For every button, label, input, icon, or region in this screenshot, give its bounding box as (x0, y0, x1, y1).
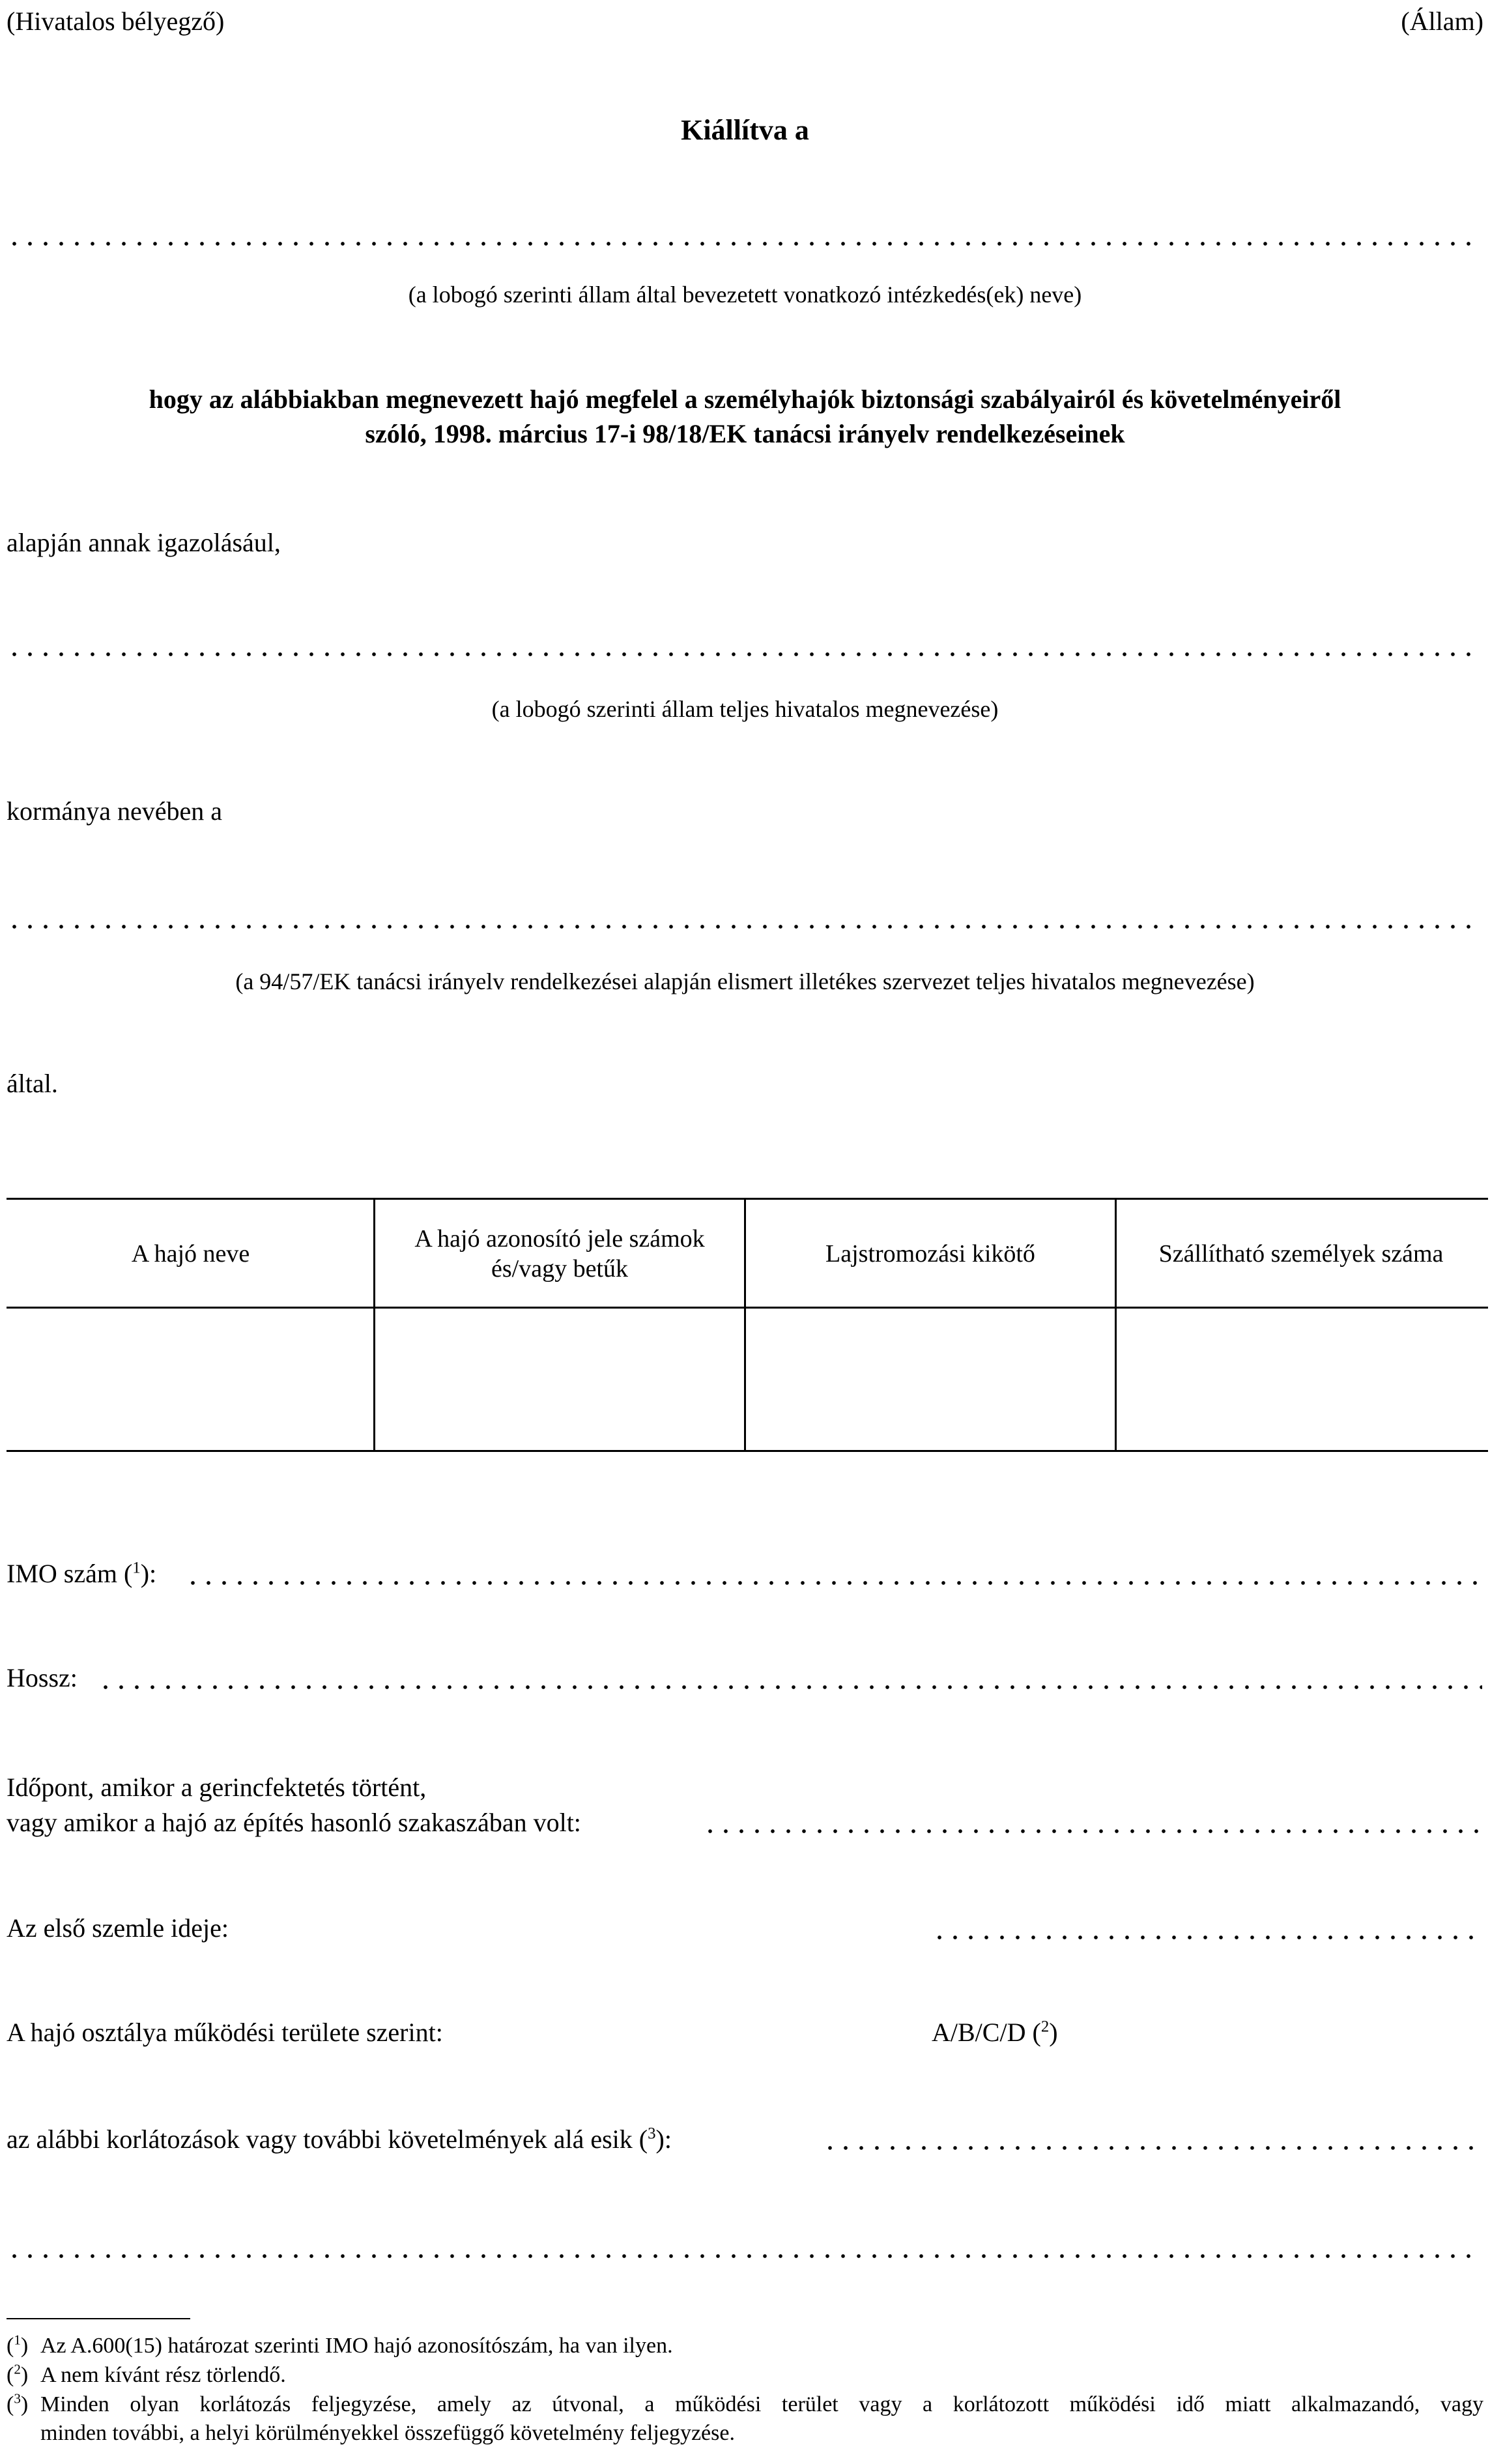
footnote-1: ($^1$) (7, 2332, 29, 2358)
ship-class-label: A hajó osztálya működési területe szerint: (7, 2018, 443, 2047)
first-survey-label: Az első szemle ideje: (7, 1913, 229, 1943)
fill-line-restrictions-2[interactable] (7, 2254, 1482, 2259)
fill-line-length[interactable] (98, 1685, 1482, 1690)
paragraph-by: által. (7, 1069, 58, 1098)
footnote-2: ($^2$) (7, 2361, 29, 2387)
ship-particulars-table (7, 1198, 1488, 1452)
column-header-ship-name: A hajó neve (131, 1239, 250, 1268)
statement-line-2: szóló, 1998. március 17-i 98/18/EK tanácsi irányelv rendelkezéseinek (365, 419, 1125, 448)
fill-line-restrictions[interactable] (822, 2145, 1482, 2151)
paragraph-certify: alapján annak igazolásául, (7, 528, 281, 557)
official-stamp-label: (Hivatalos bélyegző) (7, 7, 225, 36)
column-header-persons: Szállítható személyek száma (1158, 1239, 1444, 1268)
column-header-port-of-registry: Lajstromozási kikötő (825, 1239, 1035, 1268)
footnote-separator (7, 2318, 190, 2319)
cell-ship-name[interactable] (7, 1309, 373, 1452)
statement-line-1: hogy az alábbiakban megnevezett hajó megfelel a személyhajók biztonsági szabályairól és követelményeiről (149, 384, 1341, 414)
fill-line-keel-date[interactable] (702, 1829, 1482, 1834)
footnote-ref: 3 (648, 2124, 656, 2143)
state-label: (Állam) (1401, 7, 1483, 36)
cell-ship-id[interactable] (375, 1309, 744, 1452)
document-title: Kiállítva a (681, 114, 809, 146)
cell-port-of-registry[interactable] (746, 1309, 1115, 1452)
caption-organisation: (a 94/57/EK tanácsi irányelv rendelkezései alapján elismert illetékes szervezet teljes hivatalos megnevezése) (235, 968, 1255, 994)
length-label: Hossz: (7, 1663, 78, 1692)
ship-class-value: A/B/C/D ($^2$) (932, 2018, 1058, 2047)
fill-line-flag-state[interactable] (7, 652, 1482, 657)
footnote-ref: 2 (1040, 2018, 1050, 2036)
fill-line-first-survey[interactable] (932, 1935, 1482, 1940)
fill-line-organisation[interactable] (7, 924, 1482, 929)
caption-measures: (a lobogó szerinti állam által bevezetett vonatkozó intézkedés(ek) neve) (408, 282, 1082, 308)
fill-line-measures[interactable] (7, 241, 1482, 246)
keel-date-label-1: Időpont, amikor a gerincfektetés történt, (7, 1773, 427, 1802)
fill-line-imo[interactable] (185, 1580, 1482, 1586)
restrictions-label: az alábbi korlátozások vagy további követelmények alá esik ($^3$): (7, 2124, 672, 2154)
column-header-ship-id: A hajó azonosító jele számok és/vagy betűk (414, 1225, 705, 1283)
keel-date-label-2: vagy amikor a hajó az építés hasonló szakaszában volt: (7, 1808, 581, 1837)
paragraph-government: kormánya nevében a (7, 796, 222, 826)
cell-persons[interactable] (1117, 1309, 1485, 1452)
imo-number-label: IMO szám ($^1$): (7, 1559, 157, 1588)
footnote-2-text: A nem kívánt rész törlendő. (40, 2363, 286, 2387)
footnote-3-text-line-2: minden további, a helyi körülményekkel összefüggő követelmény feljegyzése. (40, 2421, 735, 2445)
footnote-1-text: Az A.600(15) határozat szerinti IMO hajó azonosítószám, ha van ilyen. (40, 2334, 673, 2358)
footnote-3-text-line-1: Minden olyan korlátozás feljegyzése, amely az útvonal, a működési terület vagy a korlátozott működési idő miatt alkalmazandó, vagy (40, 2392, 1483, 2416)
caption-flag-state: (a lobogó szerinti állam teljes hivatalos megnevezése) (491, 696, 999, 722)
footnote-ref: 1 (132, 1559, 141, 1577)
footnote-3: ($^3$) (7, 2390, 29, 2416)
